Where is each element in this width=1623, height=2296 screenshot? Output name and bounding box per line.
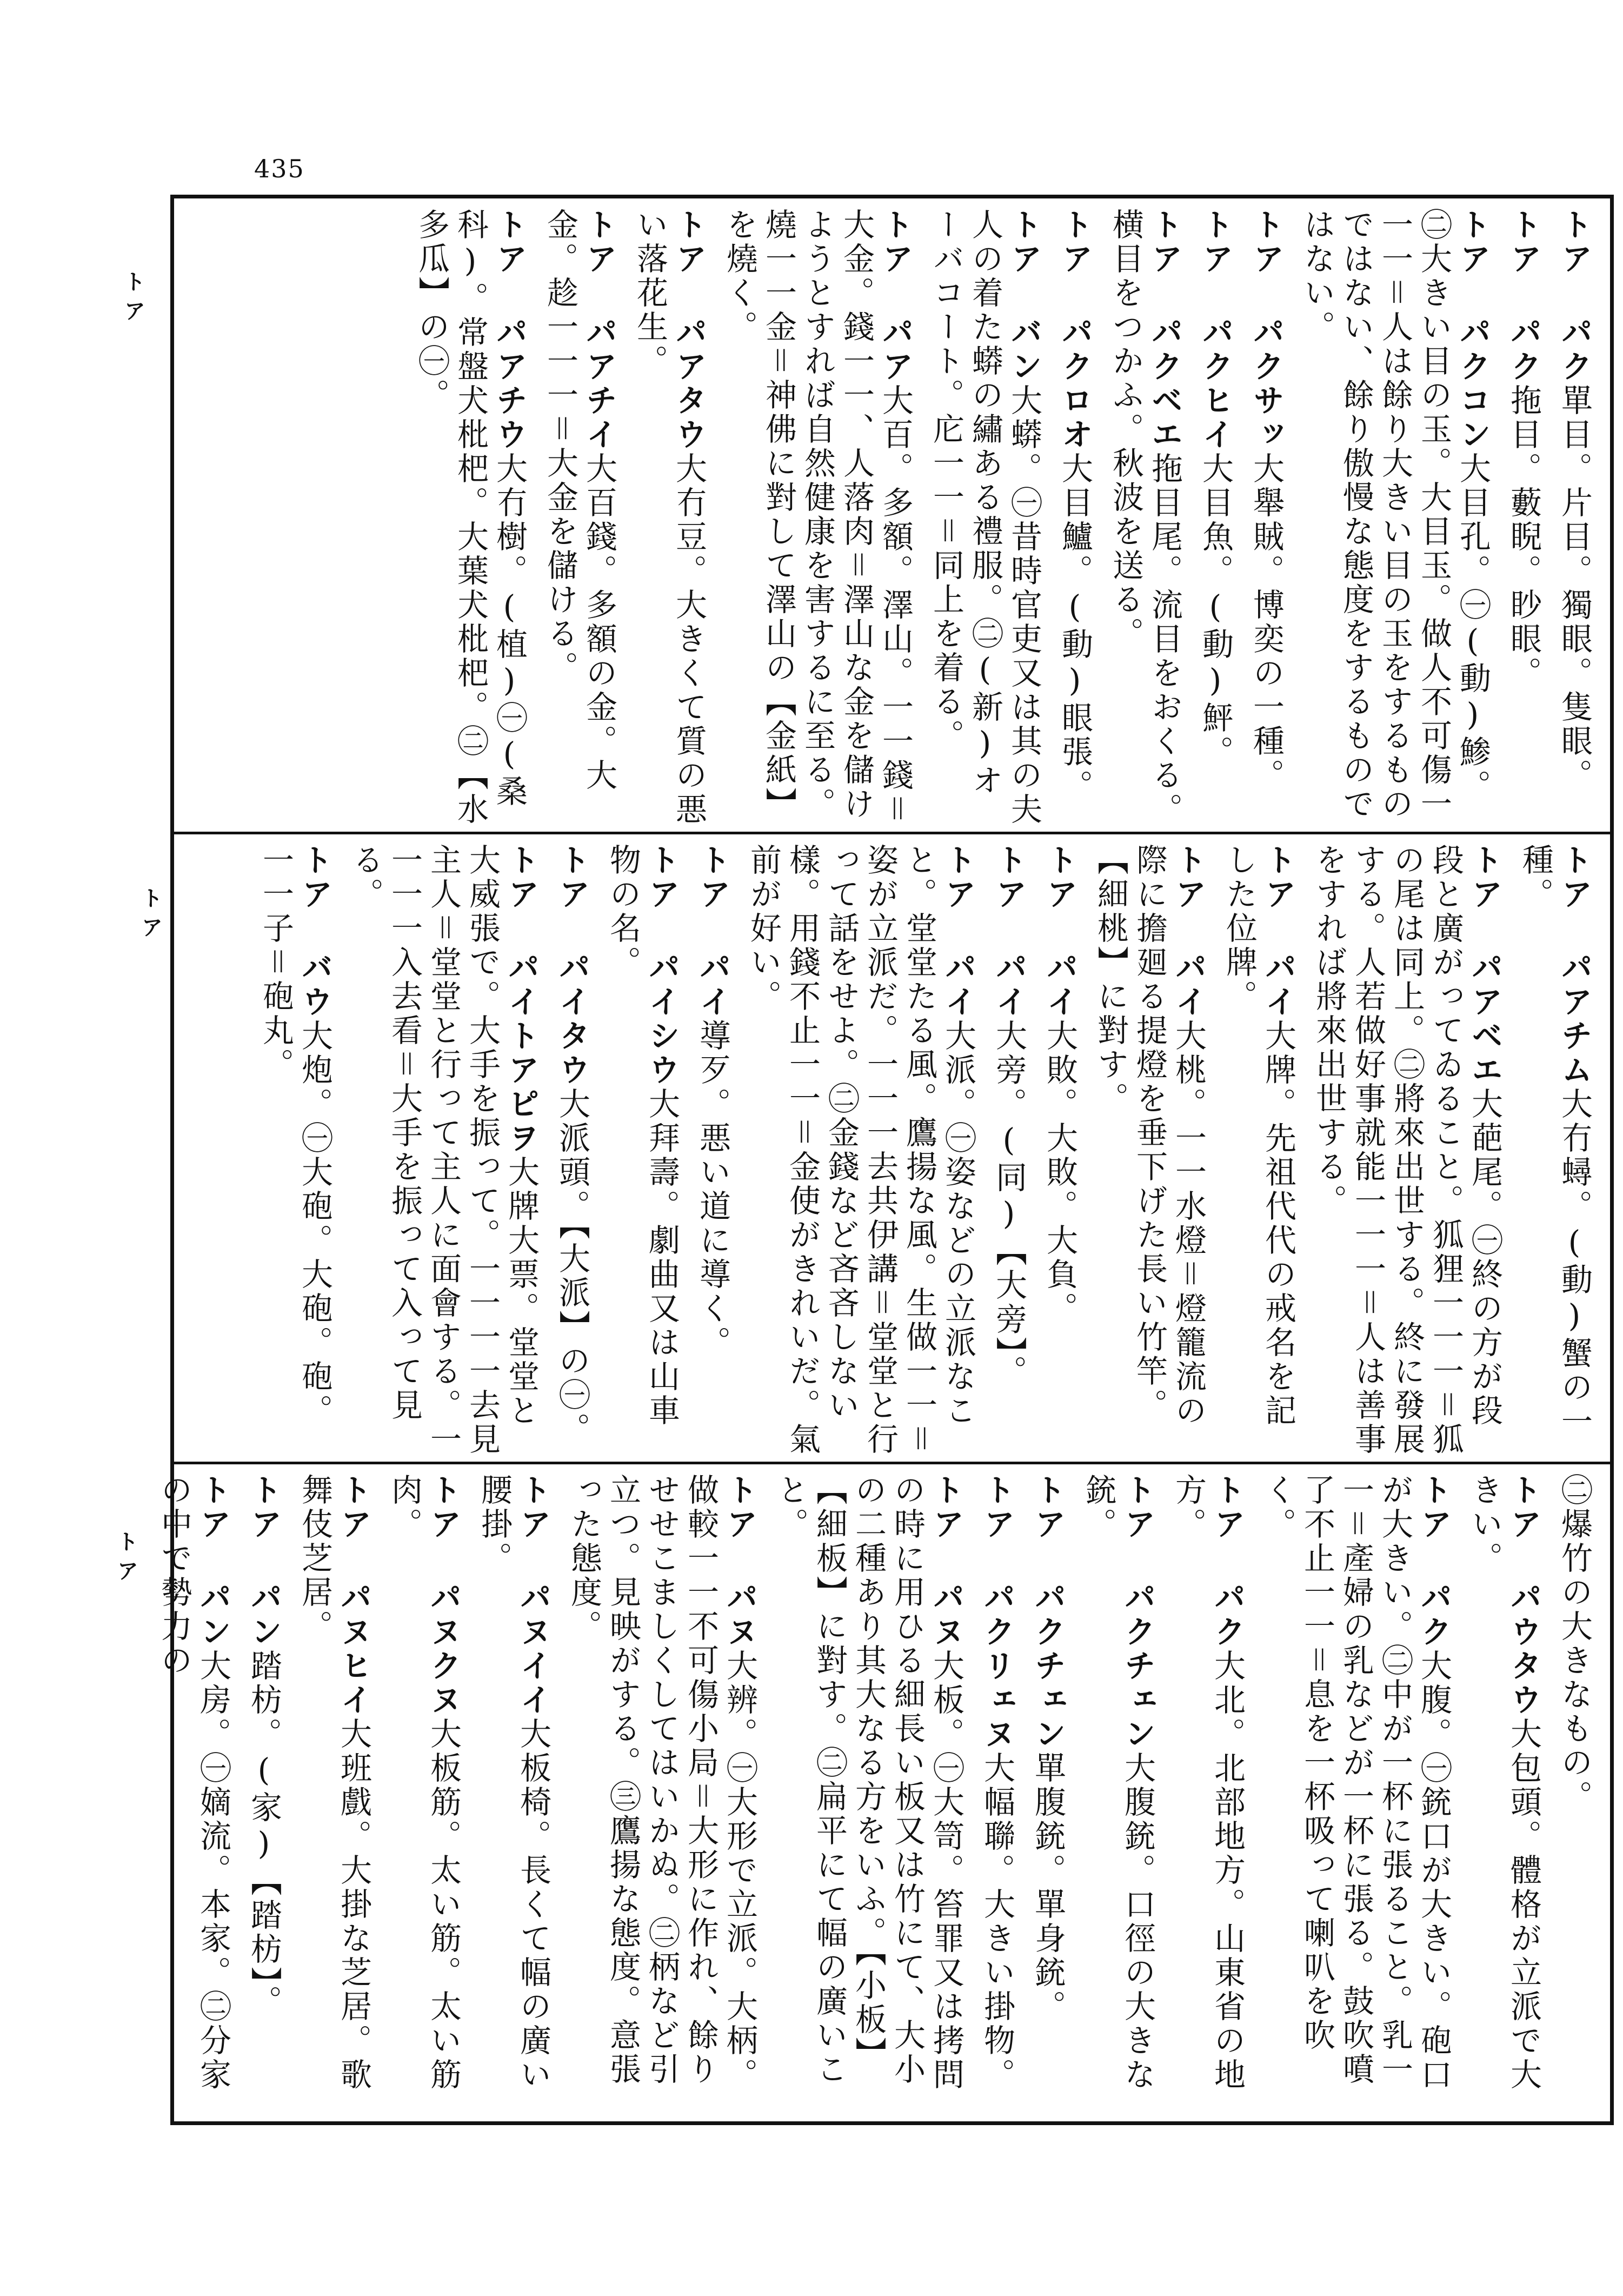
dictionary-entry bbox=[475, 1474, 553, 2116]
entry-definition: 大辨。㊀大形で立派。大柄。做較一一不可傷小局＝大形に作れ、餘りせせこましくしてはいかぬ。㊁柄など引立つ。見映がする。㊂鷹揚な態度。意張った態度。 bbox=[566, 1474, 758, 2092]
dictionary-entry bbox=[1309, 844, 1504, 1458]
dictionary-entry bbox=[1298, 208, 1492, 828]
dictionary-entry bbox=[295, 1474, 373, 2116]
entry-definition: 大冇豆。大きくて質の悪い落花生。 bbox=[631, 208, 707, 827]
dictionary-entry bbox=[244, 1474, 283, 2116]
entry-headword: トア パイ bbox=[1041, 844, 1078, 1019]
entry-definition: 踏枋。(家)【踏枋】。 bbox=[245, 1649, 282, 2019]
dictionary-entry bbox=[977, 1474, 1016, 2116]
entry-headword: トア パクコン bbox=[1454, 208, 1491, 452]
dictionary-entry bbox=[1091, 844, 1208, 1458]
entry-headword: トア バン bbox=[1006, 208, 1042, 384]
dictionary-entry bbox=[155, 1474, 232, 2116]
entry-headword: トア パイ bbox=[1170, 844, 1207, 1019]
entry-definition: 大腹銃。口徑の大きな銃。 bbox=[1080, 1474, 1156, 2092]
dictionary-entry bbox=[1079, 1474, 1157, 2116]
dictionary-tier-middle bbox=[174, 834, 1610, 1464]
entry-definition: 大派。㊀姿などの立派なこと。堂堂たる風。鷹揚な風。生做一一＝姿が立派だ。一一一去共伊講＝堂堂と行って話をせよ。㊁金錢など吝吝しない樣。用錢不止一一＝金使がきれいだ。氣前が好い。 bbox=[745, 844, 976, 1457]
entry-definition: 大蟒。㊀昔時官吏又は其の夫人の着た蟒の繡ある禮服。㊁(新)オーバコート。庀一一＝同上を着る。 bbox=[928, 208, 1042, 827]
entry-headword: トア パイ bbox=[940, 844, 976, 1019]
dictionary-entry bbox=[1196, 208, 1235, 828]
entry-headword: トア パク bbox=[1415, 1474, 1452, 1649]
entry-headword: トア パクサッ bbox=[1248, 208, 1285, 452]
entry-definition: 大百錢。多額の金。大金。趁一一一＝大金を儲ける。 bbox=[542, 208, 617, 793]
dictionary-entry bbox=[989, 844, 1028, 1458]
entry-definition: 大桃。一一水燈＝燈籠流の際に擔廻る提燈を垂下げた長い竹竿。【細桃】に對す。 bbox=[1092, 844, 1207, 1428]
entry-definition: 大目孔。㊀(動)鯵。㊁大きい目の玉。大目玉。做人不可傷一一一＝人は餘り大きい目の玉をするものではない、餘り傲慢な態度をするものではない。 bbox=[1299, 208, 1491, 821]
dictionary-entry bbox=[256, 844, 334, 1458]
entry-headword: トア パヌクヌ bbox=[425, 1474, 462, 1717]
entry-headword: トア パイシウ bbox=[643, 844, 680, 1087]
entry-headword: トア パクロオ bbox=[1056, 208, 1093, 452]
entry-definition: 單目。片目。獨眼。隻眼。 bbox=[1556, 384, 1593, 793]
entry-headword: トア パヌ bbox=[721, 1474, 758, 1649]
entry-definition: 大班戲。大掛な芝居。歌舞伎芝居。 bbox=[296, 1474, 372, 2092]
dictionary-entry bbox=[1040, 844, 1079, 1458]
entry-headword: トア パアチム bbox=[1556, 844, 1593, 1087]
entry-headword: トア パアチウ bbox=[491, 208, 528, 452]
entry-definition: 大北。北部地方。山東省の地方。 bbox=[1170, 1474, 1246, 2092]
entry-headword: トア パクチェン bbox=[1029, 1474, 1066, 1751]
dictionary-tier-bottom bbox=[156, 1464, 1610, 2121]
entry-headword: トア パアチイ bbox=[581, 208, 617, 452]
entry-definition: 大目鱸。(動)眼張。 bbox=[1056, 452, 1093, 804]
dictionary-entry bbox=[693, 844, 732, 1458]
entry-definition: 大炮。㊀大砲。大砲。砲。一一子＝砲丸。 bbox=[257, 844, 333, 1428]
page-number: 435 bbox=[254, 154, 305, 183]
entry-headword: トア パイタウ bbox=[554, 844, 590, 1087]
dictionary-entry bbox=[346, 844, 541, 1458]
dictionary-entry bbox=[1516, 844, 1594, 1458]
entry-definition: 拖目尾。流目をおくる。横目をつかふ。秋波を送る。 bbox=[1107, 208, 1183, 827]
dictionary-entry bbox=[541, 208, 618, 828]
dictionary-entry bbox=[1247, 208, 1286, 828]
entry-headword: トア パクチェン bbox=[1119, 1474, 1156, 1751]
entry-headword: トア パク bbox=[1505, 208, 1542, 384]
dictionary-entry bbox=[720, 208, 915, 828]
dictionary-entry bbox=[630, 208, 708, 828]
dictionary-entry bbox=[1504, 208, 1543, 828]
entry-definition: 大牌。先祖代代の戒名を記した位牌。 bbox=[1221, 844, 1296, 1428]
entry-headword: トア パイトアピヲ bbox=[503, 844, 540, 1156]
entry-headword: トア パウタウ bbox=[1505, 1474, 1542, 1717]
dictionary-entry bbox=[603, 844, 681, 1458]
dictionary-entry bbox=[385, 1474, 463, 2116]
entry-definition: 大幅聯。大きい掛物。 bbox=[979, 1751, 1015, 2092]
dictionary-entry bbox=[771, 1474, 966, 2116]
entry-definition: 大派頭。【大派】の㊀。 bbox=[554, 1087, 590, 1446]
dictionary-entry bbox=[564, 1474, 759, 2116]
dictionary-entry bbox=[1220, 844, 1298, 1458]
entry-definition: 大目魚。(動)鮃。 bbox=[1197, 452, 1234, 769]
entry-headword: トア パクリェヌ bbox=[979, 1474, 1015, 1751]
entry-headword: トア パイ bbox=[694, 844, 731, 1019]
entry-headword: トア パクヒイ bbox=[1197, 208, 1234, 452]
entry-definition: 大旁。(同)【大旁】。 bbox=[990, 1019, 1027, 1389]
dictionary-entry bbox=[744, 844, 977, 1458]
entry-definition: 大敗。大敗。大負。 bbox=[1041, 1019, 1078, 1326]
dictionary-entry bbox=[927, 208, 1043, 828]
dictionary-entry bbox=[1465, 1474, 1543, 2116]
dictionary-entry bbox=[553, 844, 591, 1458]
entry-definition: 大百。多額。澤山。一一錢＝大金。錢一一、人落肉＝澤山な金を儲けようとすれば自然健康を害するに至る。燒一一金＝神佛に對して澤山の【金紙】を燒く。 bbox=[721, 208, 914, 827]
dictionary-entry bbox=[412, 208, 529, 828]
entry-definition: 單腹銃。單身銃。 bbox=[1029, 1751, 1066, 2024]
dictionary-tier-top bbox=[174, 198, 1610, 834]
entry-headword: トア パア bbox=[877, 208, 914, 384]
entry-definition: ㊁爆竹の大きなもの。 bbox=[1556, 1474, 1593, 1814]
entry-definition: 大葩尾。㊀終の方が段段と廣がってゐること。狐狸一一一＝狐の尾は同上。㊁將來出世する。終に發展する。人若做好事就能一一一＝人は善事をすれば將來出世する。 bbox=[1311, 844, 1503, 1457]
dictionary-entry bbox=[1106, 208, 1184, 828]
entry-definition: 大包頭。體格が立派で大きい。 bbox=[1466, 1474, 1542, 2092]
entry-headword: トア パアタウ bbox=[670, 208, 707, 452]
dictionary-entry bbox=[1028, 1474, 1067, 2116]
page-frame bbox=[156, 195, 1614, 2125]
entry-headword: トア パヌヒイ bbox=[335, 1474, 372, 1717]
entry-definition: 大拜壽。劇曲又は山車物の名。 bbox=[604, 844, 680, 1428]
entry-headword: トア パアベエ bbox=[1466, 844, 1503, 1087]
dictionary-entry bbox=[1169, 1474, 1247, 2116]
entry-definition: 大板椅。長くて幅の廣い腰掛。 bbox=[476, 1474, 551, 2092]
entry-definition: 大房。㊀嫡流。本家。㊁分家の中で勢力の bbox=[156, 1474, 231, 2092]
entry-headword: トア パヌイイ bbox=[515, 1474, 551, 1717]
entry-headword: トア パン bbox=[245, 1474, 282, 1649]
entry-definition: 大板。㊀大笥。笞罪又は拷問の時に用ひる細長い板又は竹にて、大小の二種あり其大なる方をいふ。【小板】【細板】に對す。㊁扁平にて幅の廣いこと。 bbox=[772, 1474, 965, 2092]
entry-definition: 大腹。㊀銃口が大きい。砲口が大きい。㊁中が一杯に張ること。乳一一＝產婦の乳などが一杯に張る。鼓吹噴了不止一一＝息を一杯吸って喇叭を吹く。 bbox=[1260, 1474, 1452, 2092]
entry-definition: 大板筋。太い筋。太い筋肉。 bbox=[386, 1474, 462, 2092]
side-index-bottom: トア bbox=[114, 1530, 138, 1589]
entry-definition: 大冇蟳。(動)蟹の一種。 bbox=[1517, 844, 1593, 1439]
dictionary-entry bbox=[1555, 208, 1594, 828]
entry-headword: トア パイ bbox=[1260, 844, 1296, 1019]
dictionary-entry bbox=[1259, 1474, 1453, 2116]
dictionary-entry bbox=[1555, 1474, 1594, 2116]
entry-headword: トア パヌ bbox=[928, 1474, 965, 1649]
entry-definition: 導歹。悪い道に導く。 bbox=[694, 1019, 731, 1360]
entry-headword: トア パイ bbox=[990, 844, 1027, 1019]
entry-headword: トア パン bbox=[195, 1474, 231, 1649]
side-index-middle: トア bbox=[138, 887, 163, 945]
entry-headword: トア パク bbox=[1209, 1474, 1246, 1649]
entry-definition: 大冇樹。(植)㊀(桑科)。常盤犬枇杷。大葉犬枇杷。㊁【水多瓜】の㊀。 bbox=[413, 208, 528, 827]
dictionary-entry bbox=[1055, 208, 1094, 828]
entry-headword: トア パクベエ bbox=[1146, 208, 1183, 452]
entry-definition: 大舉賊。博奕の一種。 bbox=[1248, 452, 1285, 793]
side-index-top: トア bbox=[121, 270, 145, 329]
entry-headword: トア バウ bbox=[296, 844, 333, 1019]
entry-headword: トア パク bbox=[1556, 208, 1593, 384]
entry-definition: 拖目。藪睨。眇眼。 bbox=[1505, 384, 1542, 691]
entry-definition: 大牌大票。堂堂と大威張で。大手を振って。一一一一去見主人＝堂堂と行って主人に面會する。一一一一入去看＝大手を振って入って見る。 bbox=[347, 844, 540, 1457]
